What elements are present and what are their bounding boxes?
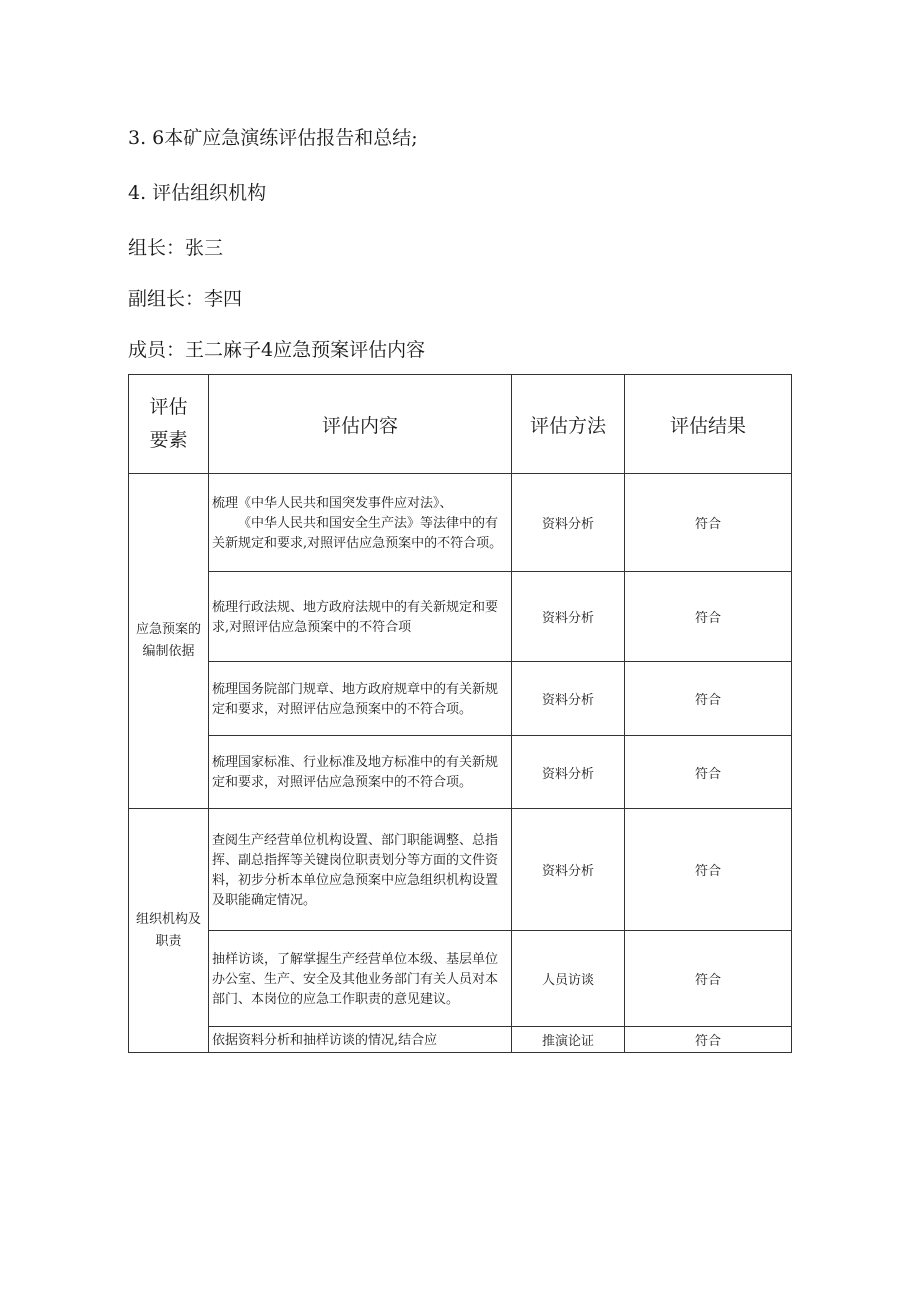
row-method: 资料分析 bbox=[512, 572, 625, 662]
group-element-basis bbox=[129, 474, 209, 809]
heading-eval-organization: 4. 评估组织机构 bbox=[128, 182, 267, 204]
table-row bbox=[129, 736, 792, 809]
row-method: 推演论证 bbox=[512, 1027, 625, 1053]
row-method: 资料分析 bbox=[512, 662, 625, 736]
row-result: 符合 bbox=[625, 572, 792, 662]
element-line2: 职责 bbox=[155, 933, 182, 949]
row-content: 梳理国家标准、行业标准及地方标准中的有关新规定和要求，对照评估应急预案中的不符合项。 bbox=[209, 736, 512, 809]
paragraph-group-leader: 组长：张三 bbox=[128, 237, 224, 259]
row-result: 符合 bbox=[625, 736, 792, 809]
row-result: 符合 bbox=[625, 931, 792, 1027]
row-method: 资料分析 bbox=[512, 474, 625, 572]
evaluation-table bbox=[128, 374, 792, 1053]
row-method: 资料分析 bbox=[512, 809, 625, 931]
row-content: 梳理行政法规、地方政府法规中的有关新规定和要求,对照评估应急预案中的不符合项 bbox=[209, 572, 512, 662]
paragraph-deputy-leader: 副组长：李四 bbox=[128, 288, 243, 310]
row-method: 资料分析 bbox=[512, 736, 625, 809]
row-content: 抽样访谈，了解掌握生产经营单位本级、基层单位办公室、生产、安全及其他业务部门有关人员对本部门、本岗位的应急工作职责的意见建议。 bbox=[209, 931, 512, 1027]
row-result: 符合 bbox=[625, 809, 792, 931]
row-content: 梳理国务院部门规章、地方政府规章中的有关新规定和要求，对照评估应急预案中的不符合项。 bbox=[209, 662, 512, 736]
header-result: 评估结果 bbox=[625, 375, 792, 474]
table-row bbox=[129, 1027, 792, 1053]
paragraph-members: 成员：王二麻子4应急预案评估内容 bbox=[128, 339, 426, 361]
row-content: 依据资料分析和抽样访谈的情况,结合应 bbox=[209, 1027, 512, 1053]
table-row bbox=[129, 809, 792, 931]
element-line2: 编制依据 bbox=[142, 644, 195, 659]
table-row bbox=[129, 474, 792, 572]
group-element-organization bbox=[129, 809, 209, 1053]
table-header-row bbox=[129, 375, 792, 474]
element-line1: 组织机构及 bbox=[135, 911, 201, 927]
table-row bbox=[129, 572, 792, 662]
header-element bbox=[129, 375, 209, 474]
table-row bbox=[129, 931, 792, 1027]
header-method: 评估方法 bbox=[512, 375, 625, 474]
header-element-line1: 评估 bbox=[149, 396, 188, 418]
content-line2: 《中华人民共和国安全生产法》等法律中的有关新规定和要求,对照评估应急预案中的不符合项。 bbox=[212, 515, 503, 551]
table-row bbox=[129, 662, 792, 736]
row-content: 查阅生产经营单位机构设置、部门职能调整、总指挥、副总指挥等关键岗位职责划分等方面的文件资料，初步分析本单位应急预案中应急组织机构设置及职能确定情况。 bbox=[209, 809, 512, 931]
row-result: 符合 bbox=[625, 474, 792, 572]
content-line1: 梳理《中华人民共和国突发事件应对法》、 bbox=[212, 495, 453, 511]
row-result: 符合 bbox=[625, 662, 792, 736]
header-element-line2: 要素 bbox=[149, 429, 188, 451]
row-method: 人员访谈 bbox=[512, 931, 625, 1027]
row-content bbox=[209, 474, 512, 572]
element-line1: 应急预案的 bbox=[135, 622, 201, 637]
row-result: 符合 bbox=[625, 1027, 792, 1053]
header-content: 评估内容 bbox=[209, 375, 512, 474]
paragraph-drill-report: 3. 6本矿应急演练评估报告和总结; bbox=[128, 127, 418, 149]
